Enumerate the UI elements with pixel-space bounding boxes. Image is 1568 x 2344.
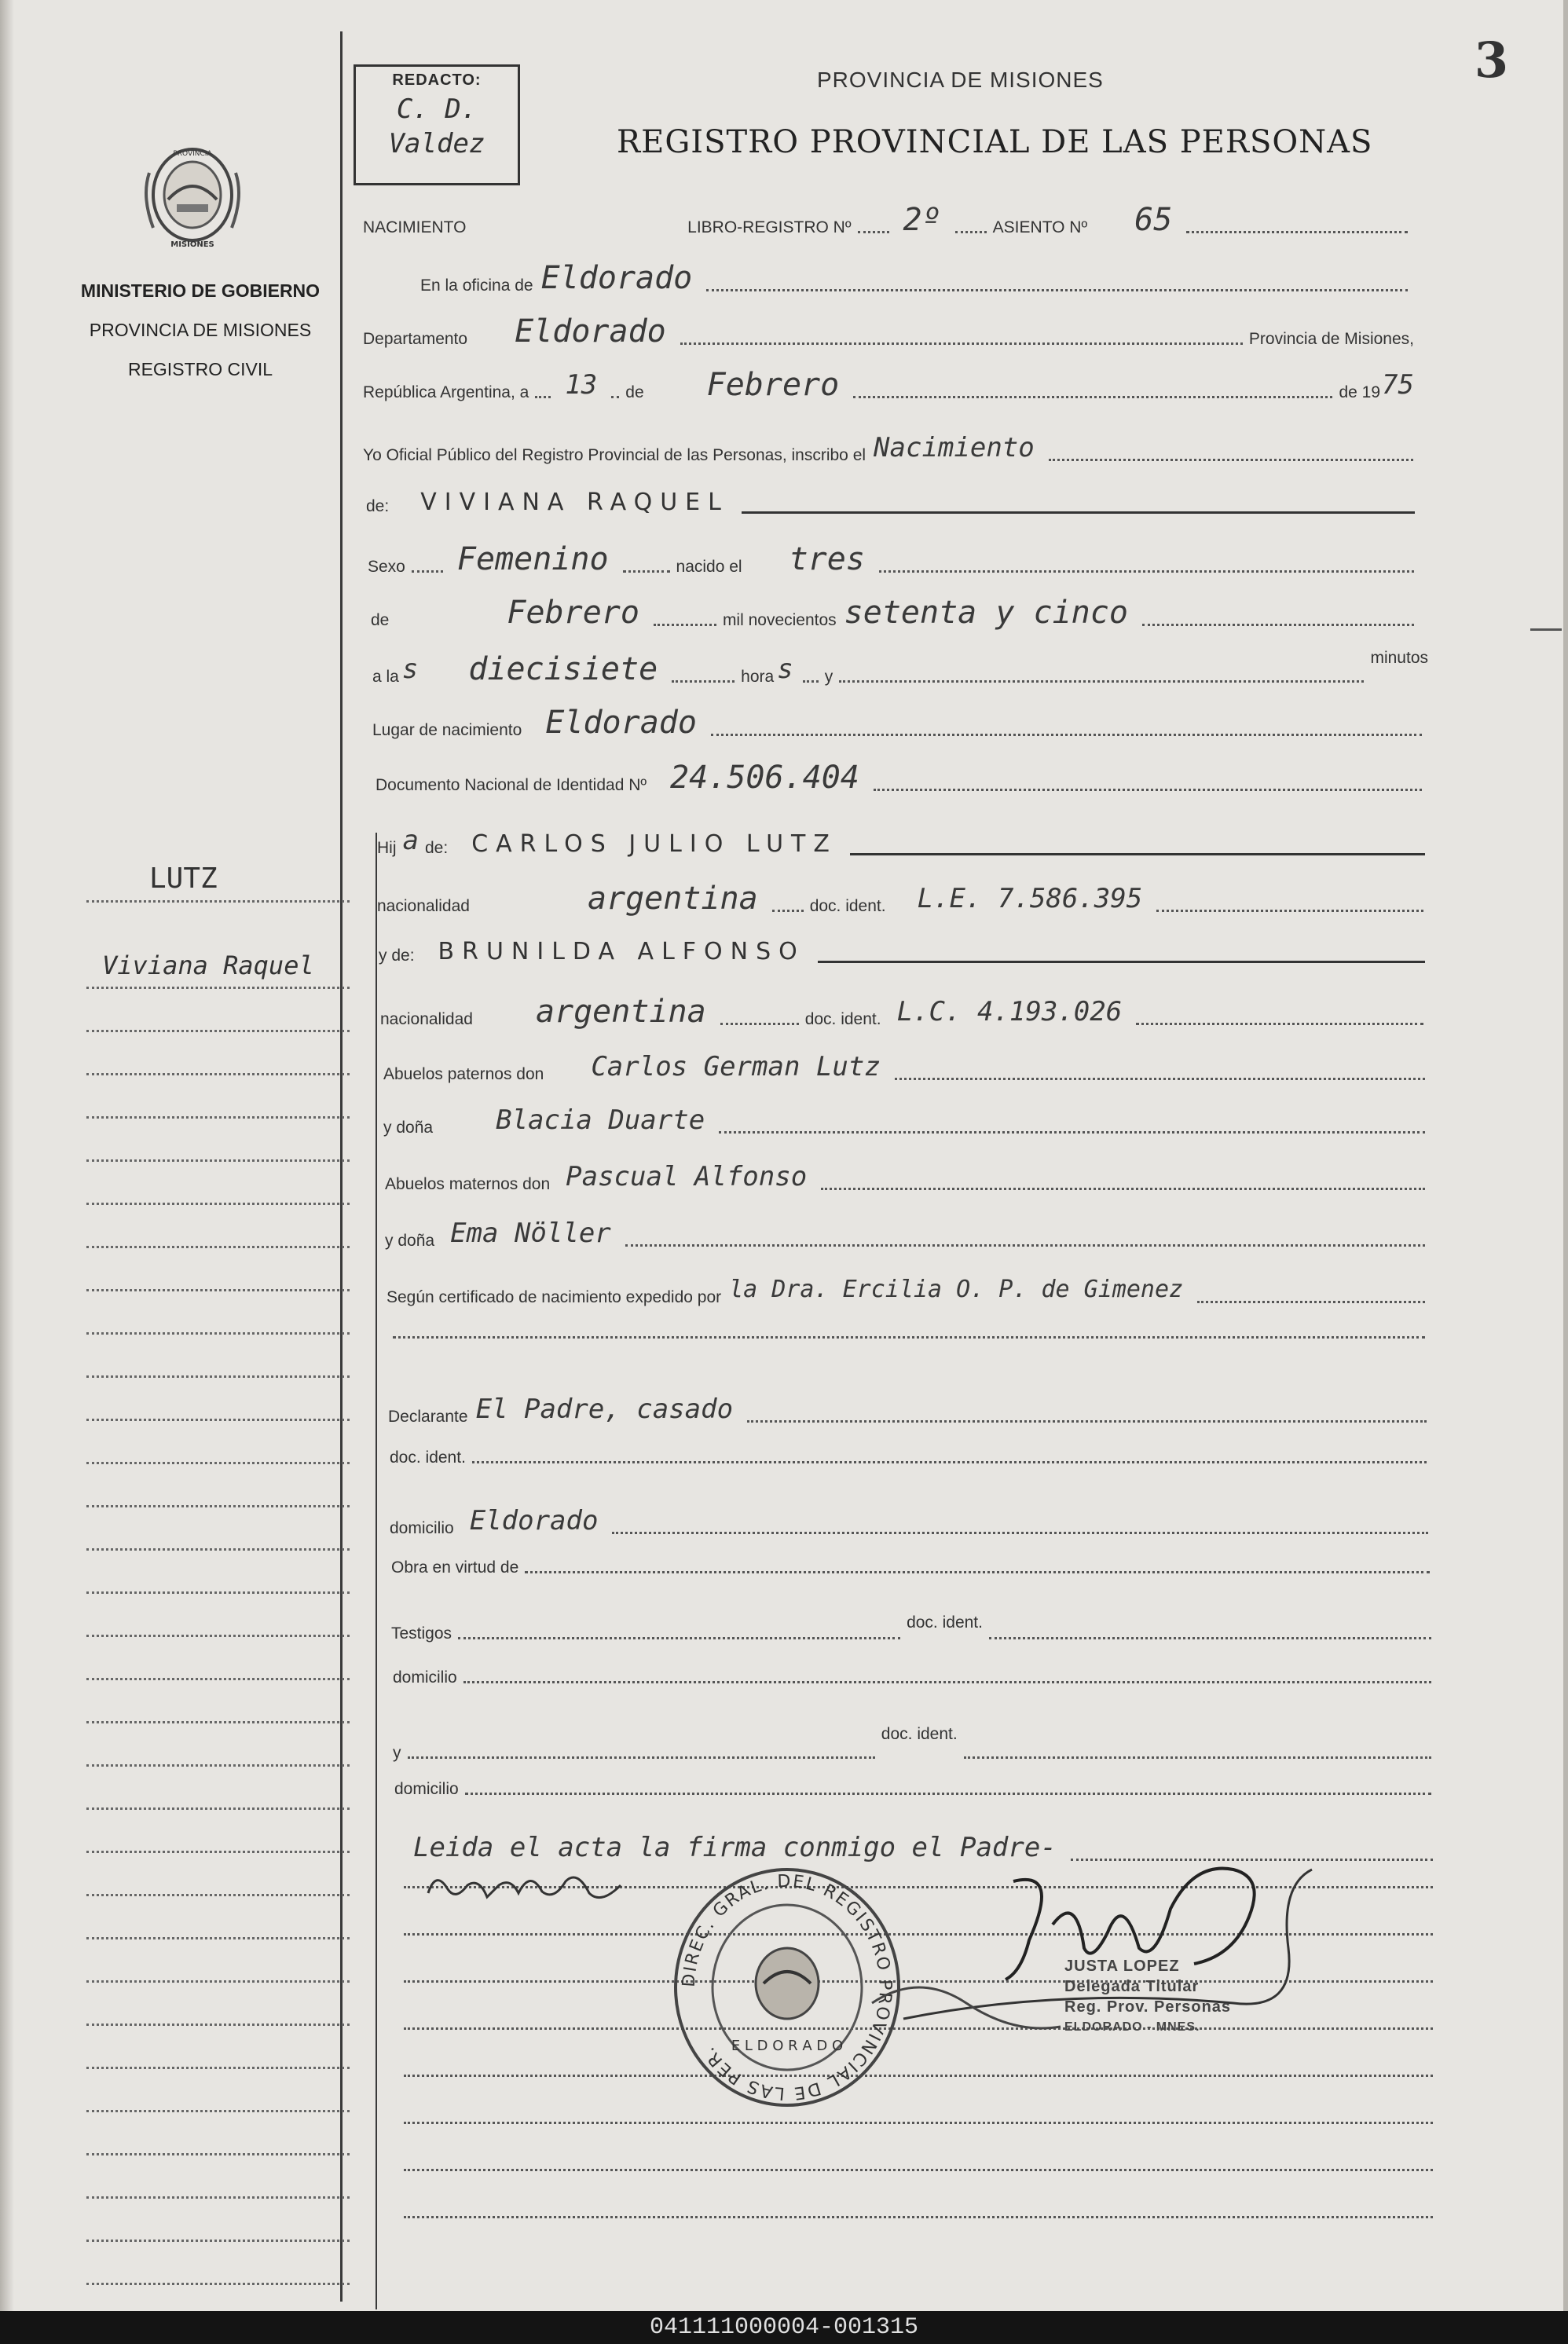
row-declarante	[388, 1392, 1433, 1427]
row-nacimiento	[363, 203, 1414, 237]
row-oficial	[363, 430, 1420, 465]
page-number: 3	[1474, 31, 1508, 89]
row-empty	[397, 2168, 1439, 2175]
row-declarante-doc	[390, 1449, 1433, 1467]
docident2-label: doc. ident.	[390, 1449, 466, 1467]
crest-top-text: PROVINCIA	[173, 150, 212, 158]
footer-code: 041111000004-001315	[649, 2314, 919, 2341]
segun-value: la Dra. Ercilia O. P. de Gimenez	[729, 1276, 1184, 1303]
de-nombre-label: de:	[366, 497, 390, 515]
abmat-value: Pascual Alfonso	[566, 1161, 808, 1192]
testigos-label: Testigos	[391, 1624, 452, 1643]
redacto-value-1: C. D.	[396, 93, 478, 125]
lugar-label: Lugar de nacimiento	[372, 721, 522, 739]
row-mes-anio	[371, 595, 1420, 630]
abmat-label: Abuelos maternos don	[385, 1175, 551, 1193]
de19-label: de 19	[1339, 383, 1381, 401]
testigo2-doc-label: doc. ident.	[881, 1725, 958, 1743]
row-testigos-domicilio	[393, 1668, 1438, 1687]
nacimiento-label: NACIMIENTO	[363, 218, 467, 236]
redacto-box	[354, 64, 520, 185]
margin-line	[86, 1245, 350, 1291]
margin-line	[86, 1029, 350, 1075]
row-testigo2	[393, 1725, 1438, 1763]
official-title: Delegada Titular	[1064, 1978, 1200, 1995]
margin-line	[86, 1677, 350, 1723]
row-padre-nac	[377, 881, 1430, 916]
row-madre-nac	[380, 994, 1430, 1029]
madre-nac-value: argentina	[535, 994, 706, 1030]
row-testigo2-domicilio	[394, 1780, 1438, 1799]
padre-nac-value: argentina	[587, 881, 758, 917]
y2-label: y	[393, 1744, 401, 1762]
padre-value: CARLOS JULIO LUTZ	[471, 830, 837, 858]
margin-line	[86, 1936, 350, 1983]
testigo2-domicilio-label: domicilio	[394, 1780, 459, 1798]
abpat-dona-value: Blacia Duarte	[496, 1104, 705, 1136]
oficina-label: En la oficina de	[420, 277, 533, 295]
row-domicilio	[390, 1503, 1434, 1538]
departamento-label: Departamento	[363, 330, 468, 348]
father-signature-text: Carlos Lutz	[432, 1908, 467, 1915]
margin-line	[86, 2196, 350, 2242]
margin-line	[86, 1591, 350, 1637]
declarante-label: Declarante	[388, 1408, 468, 1426]
margin-line	[86, 1980, 350, 2026]
milnov-label: mil novecientos	[722, 611, 837, 629]
alas-suffix: s	[401, 654, 419, 685]
row-fecha	[363, 368, 1414, 402]
margin-line	[86, 1634, 350, 1680]
nacido-value: tres	[789, 541, 865, 577]
margin-line	[86, 1504, 350, 1551]
madre-value: BRUNILDA ALFONSO	[438, 938, 805, 965]
footer-code-bar	[0, 2311, 1568, 2344]
row-abuela-materna	[385, 1216, 1431, 1251]
hora-value: diecisiete	[468, 651, 658, 687]
row-lugar	[372, 705, 1428, 740]
leida-value: Leida el acta la firma conmigo el Padre-	[413, 1832, 1057, 1863]
margin-line	[86, 1375, 350, 1421]
margin-line	[86, 1115, 350, 1162]
provincia-label: Provincia de Misiones,	[1248, 330, 1414, 348]
mes2-value: Febrero	[507, 595, 639, 631]
republica-label: República Argentina, a	[363, 383, 529, 401]
hij-suffix: a	[402, 825, 419, 856]
abpat-dona-label: y doña	[383, 1119, 434, 1137]
milnov-value: setenta y cinco	[844, 595, 1128, 631]
testigos-domicilio-label: domicilio	[393, 1668, 457, 1687]
abpat-value: Carlos German Lutz	[591, 1051, 881, 1082]
ministry-line-2: PROVINCIA DE MISIONES	[89, 320, 312, 340]
margin-line	[86, 1202, 350, 1248]
declarante-value: El Padre, casado	[475, 1394, 734, 1425]
row-hija	[377, 823, 1430, 858]
official-name: JUSTA LOPEZ	[1064, 1958, 1180, 1975]
obra-label: Obra en virtud de	[391, 1558, 519, 1577]
margin-line	[86, 2152, 350, 2199]
libro-value: 2º	[903, 202, 941, 238]
official-office: Reg. Prov. Personas	[1064, 1998, 1232, 2016]
padre-doc-label: doc. ident.	[809, 897, 886, 915]
minutos-label: minutos	[1370, 649, 1428, 667]
margin-line	[86, 1418, 350, 1464]
abpat-label: Abuelos paternos don	[383, 1065, 544, 1083]
alas-label: a la	[372, 668, 399, 686]
sexo-value: Femenino	[456, 541, 609, 577]
oficial-label: Yo Oficial Público del Registro Provincial de las Personas, inscribo el	[363, 446, 866, 464]
de2-label: de	[371, 611, 390, 629]
de-label: de	[625, 383, 644, 401]
domicilio-label: domicilio	[390, 1519, 454, 1537]
margin-surname: LUTZ	[149, 863, 218, 895]
horas-label: hora	[741, 668, 775, 686]
mes-value: Febrero	[706, 367, 840, 403]
page-edge-mark	[1530, 628, 1562, 631]
row-empty	[397, 2215, 1439, 2222]
y-label: y	[824, 668, 833, 686]
row-testigos	[391, 1613, 1438, 1643]
seal-ring-text: DIREC. GRAL. DEL REGISTRO PROVINCIAL DE LAS PER.	[679, 1871, 896, 2104]
abmat-dona-value: Ema Nöller	[450, 1218, 611, 1249]
row-dni	[376, 760, 1428, 795]
redacto-label: REDACTO:	[392, 71, 482, 89]
padre-doc-value: L.E. 7.586.395	[917, 883, 1143, 914]
asiento-label: ASIENTO Nº	[992, 218, 1088, 236]
margin-line	[86, 2066, 350, 2112]
row-certificado	[387, 1273, 1431, 1307]
dni-label: Documento Nacional de Identidad Nº	[376, 776, 647, 794]
ministry-line-3: REGISTRO CIVIL	[127, 359, 273, 379]
dia-value: 13	[565, 369, 598, 401]
nacido-label: nacido el	[676, 558, 742, 576]
row-obra	[391, 1558, 1436, 1577]
hij-label: Hij	[377, 839, 397, 857]
lugar-value: Eldorado	[545, 705, 697, 741]
margin-line	[86, 2239, 350, 2285]
row-nombre	[366, 489, 1420, 516]
oficina-value: Eldorado	[540, 260, 693, 296]
row-madre	[379, 938, 1430, 965]
horas-suffix: s	[777, 654, 793, 685]
testigos-doc-label: doc. ident.	[907, 1613, 983, 1632]
ministry-block	[71, 271, 330, 389]
margin-line	[86, 1807, 350, 1853]
dni-value: 24.506.404	[670, 760, 859, 796]
libro-label: LIBRO-REGISTRO Nº	[687, 218, 852, 236]
registry-header: REGISTRO PROVINCIAL DE LAS PERSONAS	[617, 124, 1373, 160]
margin-line	[86, 1547, 350, 1594]
madre-doc-value: L.C. 4.193.026	[896, 996, 1123, 1027]
margin-line	[86, 1159, 350, 1205]
row-oficina	[420, 261, 1414, 295]
madre-doc-label: doc. ident.	[804, 1010, 881, 1028]
binding-shadow	[0, 0, 14, 2311]
margin-line	[86, 1763, 350, 1810]
margin-line	[86, 1288, 350, 1335]
row-abuelos-paternos	[383, 1049, 1431, 1084]
madre-nac-label: nacionalidad	[380, 1010, 473, 1028]
row-hora	[372, 649, 1428, 687]
official-place: ELDORADO - MNES.	[1064, 2020, 1200, 2034]
redacto-value-2: Valdez	[388, 128, 485, 159]
oficial-value: Nacimiento	[874, 432, 1035, 463]
margin-line	[86, 2109, 350, 2155]
father-signature	[424, 1854, 628, 1917]
de3-label: de:	[424, 839, 449, 857]
margin-line	[86, 1893, 350, 1939]
coat-of-arms-icon	[141, 141, 244, 251]
row-sexo	[368, 542, 1420, 577]
margin-line	[86, 856, 350, 903]
margin-line	[86, 1720, 350, 1767]
nombre-value: VIVIANA RAQUEL	[420, 489, 729, 516]
province-header: PROVINCIA DE MISIONES	[817, 68, 1104, 92]
margin-line	[86, 1331, 350, 1378]
abmat-dona-label: y doña	[385, 1232, 435, 1250]
crest-bottom-text: MISIONES	[170, 240, 214, 249]
row-blank	[387, 1335, 1431, 1342]
departamento-value: Eldorado	[515, 313, 666, 350]
row-abuela-paterna	[383, 1103, 1431, 1137]
official-stamp-block	[1064, 1956, 1231, 2038]
margin-line	[86, 1072, 350, 1119]
margin-line	[86, 1461, 350, 1507]
row-abuelos-maternos	[385, 1159, 1431, 1194]
row-departamento	[363, 314, 1414, 349]
seal-bottom-text: E L D O R A D O	[731, 2038, 844, 2054]
margin-names: Viviana Raquel	[102, 950, 314, 980]
margin-line	[86, 2023, 350, 2069]
domicilio-value: Eldorado	[469, 1505, 599, 1536]
column-divider-inner	[376, 833, 377, 2309]
row-empty	[397, 2121, 1439, 2128]
yde-label: y de:	[379, 947, 415, 965]
padre-nac-label: nacionalidad	[377, 897, 470, 915]
segun-label: Según certificado de nacimiento expedido por	[387, 1288, 722, 1306]
margin-line	[86, 1850, 350, 1896]
sexo-label: Sexo	[368, 558, 405, 576]
anio-value: 75	[1382, 369, 1414, 401]
ministry-line-1: MINISTERIO DE GOBIERNO	[80, 280, 321, 301]
asiento-value: 65	[1134, 202, 1173, 238]
margin-line	[86, 986, 350, 1032]
